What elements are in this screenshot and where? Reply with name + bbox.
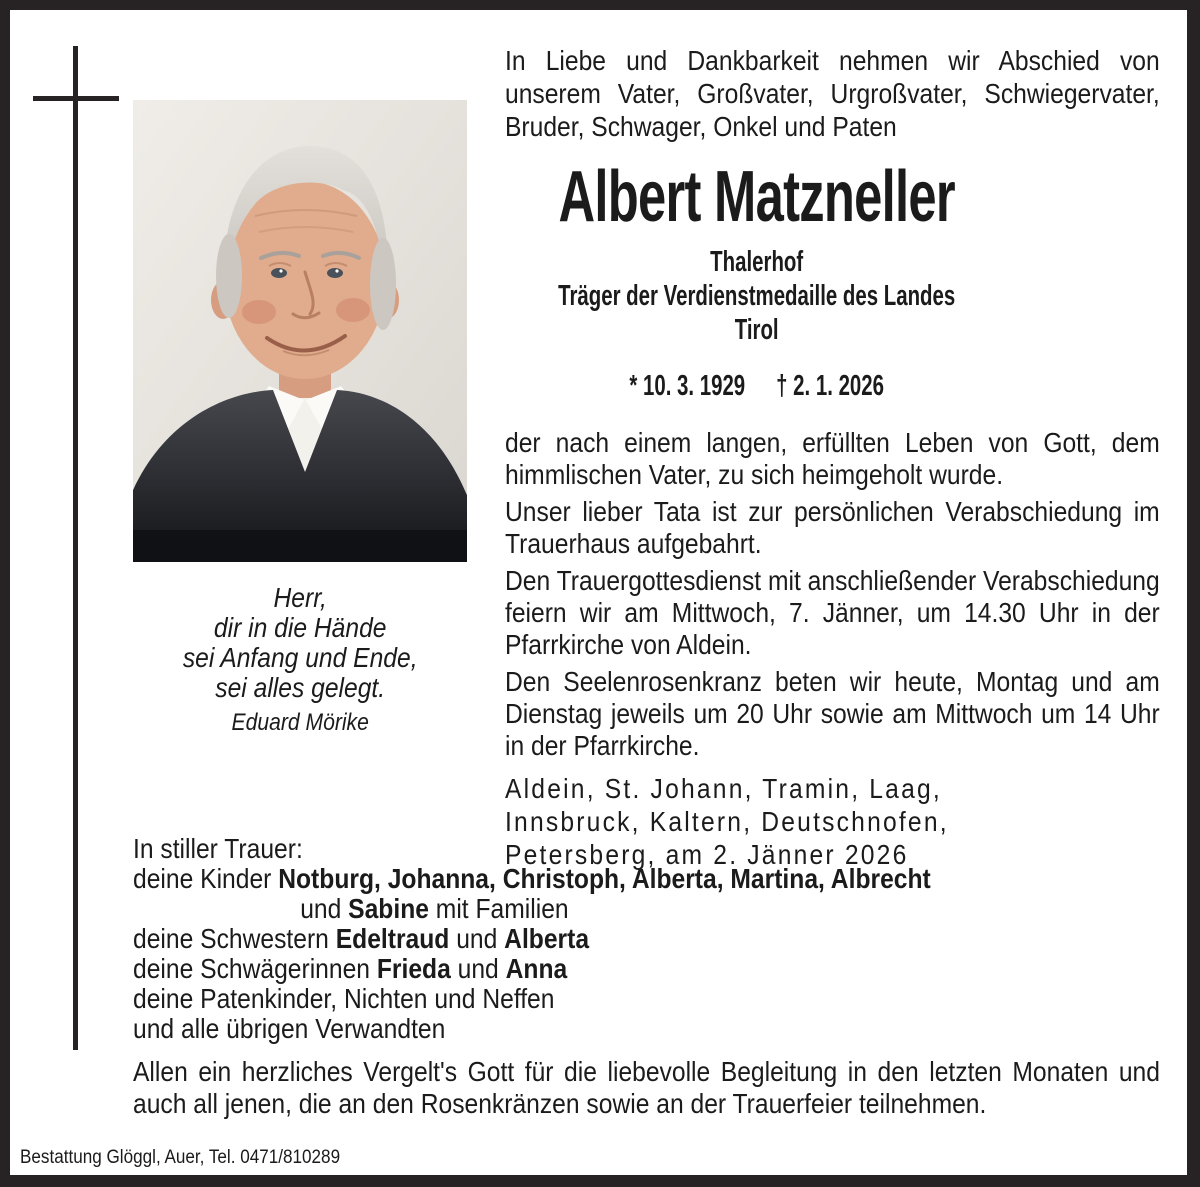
- mourners-section: [133, 834, 1160, 1148]
- announcement-column: [505, 44, 1160, 871]
- closing-paragraph: Allen ein herzliches Vergelt's Gott für die liebevolle Begleitung in den letzten Monaten und auch all jenen, die an den Rosenkränzen sowie an der Trauerfeier teilnehmen.: [133, 1056, 1160, 1119]
- announcement-paragraph: Den Trauergottesdienst mit anschließender Verabschiedung feiern wir am Mittwoch, 7. Jänner, um 14.30 Uhr in der Pfarrkirche von Aldein.: [505, 565, 1160, 660]
- mourners-line: und Sabine mit Familien: [300, 893, 569, 924]
- announcement-paragraph: Den Seelenrosenkranz beten wir heute, Montag und am Dienstag jeweils um 20 Uhr sowie am Mittwoch um 14 Uhr in der Pfarrkirche.: [505, 666, 1160, 761]
- birth-date: * 10. 3. 1929: [629, 370, 746, 402]
- residence-label: Thalerhof: [710, 246, 804, 278]
- poem-line: Herr,: [273, 582, 327, 613]
- death-date: † 2. 1. 2026: [776, 370, 884, 402]
- mourners-line: deine Patenkinder, Nichten und Neffen: [133, 983, 555, 1014]
- poem-author: Eduard Mörike: [231, 709, 369, 736]
- mourners-title: In stiller Trauer:: [133, 833, 303, 864]
- life-dates: [555, 369, 958, 403]
- intro-text: In Liebe und Dankbarkeit nehmen wir Abschied von unserem Vater, Großvater, Urgroßvater, Schwiegervater, Bruder, Schwager, Onkel und Paten: [505, 45, 1160, 142]
- portrait-photo: [133, 100, 467, 562]
- places-line: Innsbruck, Kaltern, Deutschnofen,: [505, 806, 949, 837]
- announcement-paragraph: Unser lieber Tata ist zur persönlichen Verabschiedung im Trauerhaus aufgebahrt.: [505, 496, 1160, 559]
- poem-line: sei alles gelegt.: [215, 672, 386, 703]
- funeral-home-info: Bestattung Glöggl, Auer, Tel. 0471/810289: [20, 1147, 341, 1168]
- places-line: Petersberg, am 2. Jänner 2026: [505, 839, 909, 870]
- cross-horizontal-bar: [33, 96, 119, 101]
- honor-label: Träger der Verdienstmedaille des Landes Tirol: [558, 280, 956, 346]
- poem-line: dir in die Hände: [213, 612, 387, 643]
- mourners-line: deine Schwägerinnen Frieda und Anna: [133, 953, 568, 984]
- mourners-line: und alle übrigen Verwandten: [133, 1013, 446, 1044]
- deceased-name: Albert Matzneller: [558, 157, 955, 237]
- poem-line: sei Anfang und Ende,: [182, 642, 418, 673]
- places-line: Aldein, St. Johann, Tramin, Laag,: [505, 773, 942, 804]
- deceased-header: [555, 157, 958, 403]
- announcement-paragraph: der nach einem langen, erfüllten Leben von Gott, dem himmlischen Vater, zu sich heimgeholt wurde.: [505, 427, 1160, 490]
- mourners-line: deine Schwestern Edeltraud und Alberta: [133, 923, 590, 954]
- cross-vertical-bar: [73, 46, 78, 1050]
- mourners-line: deine Kinder Notburg, Johanna, Christoph, Alberta, Martina, Albrecht: [133, 863, 931, 894]
- portrait-illustration: [133, 100, 467, 562]
- memorial-poem: [133, 583, 467, 737]
